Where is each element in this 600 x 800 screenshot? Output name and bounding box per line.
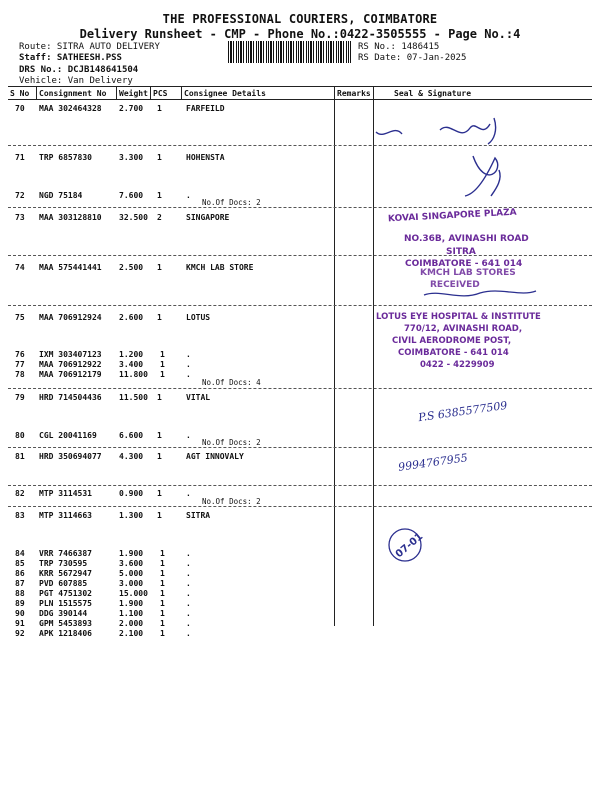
cell-sno: 80 (15, 431, 25, 440)
cell-consignment: CGL 20041169 (39, 431, 97, 440)
cell-consignee: KMCH LAB STORE (186, 263, 254, 272)
cell-pcs: 1 (157, 191, 162, 200)
cell-sno: 75 (15, 313, 25, 322)
cell-pcs: 1 (157, 489, 162, 498)
cell-consignment: MAA 706912922 (39, 360, 102, 369)
cell-consignment: DDG 390144 (39, 609, 88, 618)
cell-pcs: 1 (160, 629, 165, 638)
cell-consignment: HRD 714504436 (39, 393, 102, 402)
stamp-kmch-name: KMCH LAB STORES (420, 268, 516, 278)
col-header-sno: S No (10, 89, 30, 98)
row-divider (8, 305, 592, 306)
rs-date: RS Date: 07-Jan-2025 (358, 53, 467, 63)
col-divider (334, 86, 335, 626)
cell-weight: 3.000 (119, 579, 144, 588)
cell-sno: 70 (15, 104, 25, 113)
handwritten-date: 07-01 (393, 531, 426, 561)
cell-pcs: 1 (160, 350, 165, 359)
cell-sno: 84 (15, 549, 25, 558)
cell-consignment: MAA 706912924 (39, 313, 102, 322)
cell-sno: 79 (15, 393, 25, 402)
col-divider (373, 86, 374, 626)
cell-weight: 1.900 (119, 599, 144, 608)
cell-sno: 76 (15, 350, 25, 359)
cell-pcs: 1 (157, 431, 162, 440)
cell-weight: 2.700 (119, 104, 144, 113)
cell-pcs: 1 (160, 609, 165, 618)
cell-sno: 85 (15, 559, 25, 568)
cell-weight: 11.800 (119, 370, 148, 379)
docs-count: No.Of Docs: 2 (202, 438, 261, 447)
stamp-kmch-received: RECEIVED (430, 280, 480, 290)
col-header-remarks: Remarks (337, 89, 371, 98)
cell-weight: 5.000 (119, 569, 144, 578)
cell-weight: 0.900 (119, 489, 144, 498)
cell-consignee: . (186, 350, 191, 359)
stamp-kovai-address: NO.36B, AVINASHI ROAD (404, 234, 529, 244)
drs-label: DRS No.: DCJB148641504 (19, 65, 139, 75)
cell-pcs: 1 (157, 104, 162, 113)
cell-consignment: MTP 3114663 (39, 511, 92, 520)
col-divider (150, 86, 151, 100)
cell-consignee: . (186, 589, 191, 598)
table-top-border (8, 86, 592, 87)
cell-pcs: 1 (157, 153, 162, 162)
row-divider (8, 506, 592, 507)
cell-consignment: KRR 5672947 (39, 569, 92, 578)
cell-consignment: APK 1218406 (39, 629, 92, 638)
row-divider (8, 447, 592, 448)
cell-weight: 4.300 (119, 452, 144, 461)
cell-consignee: . (186, 191, 191, 200)
cell-consignee: LOTUS (186, 313, 211, 322)
cell-pcs: 1 (157, 393, 162, 402)
row-divider (8, 255, 592, 256)
cell-weight: 2.000 (119, 619, 144, 628)
cell-weight: 3.600 (119, 559, 144, 568)
cell-consignee: . (186, 431, 191, 440)
cell-consignment: MAA 303128810 (39, 213, 102, 222)
col-header-consignee: Consignee Details (184, 89, 266, 98)
cell-pcs: 1 (160, 370, 165, 379)
cell-consignee: . (186, 619, 191, 628)
handwritten-phone: 9994767955 (397, 451, 469, 474)
cell-sno: 89 (15, 599, 25, 608)
cell-pcs: 1 (157, 511, 162, 520)
cell-weight: 32.500 (119, 213, 148, 222)
cell-pcs: 1 (160, 549, 165, 558)
cell-sno: 77 (15, 360, 25, 369)
stamp-lotus-phone: 0422 - 4229909 (420, 360, 495, 370)
cell-weight: 7.600 (119, 191, 144, 200)
cell-consignment: IXM 303407123 (39, 350, 102, 359)
stamp-kovai-area: SITRA (446, 247, 476, 257)
stamp-kovai-name: KOVAI SINGAPORE PLAZA (387, 207, 517, 225)
cell-sno: 81 (15, 452, 25, 461)
cell-pcs: 1 (160, 360, 165, 369)
cell-sno: 72 (15, 191, 25, 200)
cell-sno: 73 (15, 213, 25, 222)
cell-weight: 2.100 (119, 629, 144, 638)
cell-consignee: . (186, 599, 191, 608)
cell-pcs: 1 (160, 559, 165, 568)
cell-consignee: . (186, 370, 191, 379)
col-divider (181, 86, 182, 100)
cell-weight: 2.600 (119, 313, 144, 322)
cell-consignment: MTP 3114531 (39, 489, 92, 498)
cell-pcs: 1 (160, 589, 165, 598)
cell-consignment: NGD 75184 (39, 191, 83, 200)
cell-pcs: 1 (157, 452, 162, 461)
signature-scribble (370, 110, 530, 150)
cell-weight: 3.400 (119, 360, 144, 369)
col-divider (116, 86, 117, 100)
col-header-pcs: PCS (153, 89, 168, 98)
cell-consignee: . (186, 559, 191, 568)
cell-consignment: PGT 4751302 (39, 589, 92, 598)
table-header-border (8, 99, 592, 100)
cell-weight: 1.900 (119, 549, 144, 558)
cell-consignee: SINGAPORE (186, 213, 230, 222)
document-title: THE PROFESSIONAL COURIERS, COIMBATORE (162, 12, 438, 26)
cell-consignee: . (186, 569, 191, 578)
cell-weight: 11.500 (119, 393, 148, 402)
cell-consignee: AGT INNOVALY (186, 452, 244, 461)
docs-count: No.Of Docs: 2 (202, 497, 261, 506)
cell-sno: 83 (15, 511, 25, 520)
cell-sno: 74 (15, 263, 25, 272)
cell-sno: 91 (15, 619, 25, 628)
cell-weight: 15.000 (119, 589, 148, 598)
cell-sno: 78 (15, 370, 25, 379)
barcode (228, 41, 351, 63)
cell-consignee: SITRA (186, 511, 211, 520)
cell-consignee: . (186, 609, 191, 618)
cell-consignee: . (186, 549, 191, 558)
cell-pcs: 1 (160, 619, 165, 628)
col-header-weight: Weight (119, 89, 148, 98)
docs-count: No.Of Docs: 4 (202, 378, 261, 387)
cell-consignment: PVD 607885 (39, 579, 88, 588)
cell-consignee: VITAL (186, 393, 211, 402)
handwritten-note: P.S 6385577509 (417, 398, 509, 425)
cell-sno: 87 (15, 579, 25, 588)
cell-consignment: MAA 302464328 (39, 104, 102, 113)
cell-consignment: TRP 730595 (39, 559, 88, 568)
col-divider (36, 86, 37, 100)
route-label: Route: SITRA AUTO DELIVERY (19, 42, 160, 52)
vehicle-label: Vehicle: Van Delivery (19, 76, 133, 86)
stamp-lotus-address: 770/12, AVINASHI ROAD, (404, 324, 523, 334)
stamp-lotus-city: COIMBATORE - 641 014 (398, 348, 509, 358)
row-divider (8, 485, 592, 486)
cell-consignment: VRR 7466387 (39, 549, 92, 558)
cell-sno: 88 (15, 589, 25, 598)
cell-consignee: FARFEILD (186, 104, 225, 113)
cell-pcs: 1 (160, 569, 165, 578)
cell-weight: 6.600 (119, 431, 144, 440)
cell-sno: 90 (15, 609, 25, 618)
cell-pcs: 1 (157, 313, 162, 322)
cell-pcs: 1 (160, 579, 165, 588)
cell-sno: 82 (15, 489, 25, 498)
cell-sno: 71 (15, 153, 25, 162)
runsheet-subtitle: Delivery Runsheet - CMP - Phone No.:0422-3505555 - Page No.:4 (79, 27, 521, 41)
cell-consignment: TRP 6857830 (39, 153, 92, 162)
cell-consignee: . (186, 489, 191, 498)
cell-weight: 2.500 (119, 263, 144, 272)
cell-pcs: 1 (157, 263, 162, 272)
cell-weight: 1.200 (119, 350, 144, 359)
rs-number: RS No.: 1486415 (358, 42, 440, 52)
cell-weight: 1.100 (119, 609, 144, 618)
stamp-lotus-name: LOTUS EYE HOSPITAL & INSTITUTE (376, 312, 541, 322)
cell-weight: 3.300 (119, 153, 144, 162)
staff-label: Staff: SATHEESH.PSS (19, 53, 122, 63)
stamp-lotus-post: CIVIL AERODROME POST, (392, 336, 512, 346)
cell-consignment: MAA 706912179 (39, 370, 102, 379)
signature-scribble (455, 150, 525, 200)
cell-pcs: 2 (157, 213, 162, 222)
cell-consignee: HOHENSTA (186, 153, 225, 162)
cell-sno: 92 (15, 629, 25, 638)
col-header-consignment: Consignment No (39, 89, 107, 98)
cell-consignment: HRD 350694077 (39, 452, 102, 461)
cell-pcs: 1 (160, 599, 165, 608)
cell-consignee: . (186, 360, 191, 369)
cell-sno: 86 (15, 569, 25, 578)
stamp-kovai-city: COIMBATORE - 641 014 (405, 259, 523, 269)
cell-consignee: . (186, 579, 191, 588)
row-divider (8, 388, 592, 389)
cell-consignment: GPM 5453893 (39, 619, 92, 628)
cell-consignment: PLN 1515575 (39, 599, 92, 608)
cell-consignment: MAA 575441441 (39, 263, 102, 272)
cell-consignee: . (186, 629, 191, 638)
col-header-seal: Seal & Signature (394, 89, 472, 98)
docs-count: No.Of Docs: 2 (202, 198, 261, 207)
cell-weight: 1.300 (119, 511, 144, 520)
